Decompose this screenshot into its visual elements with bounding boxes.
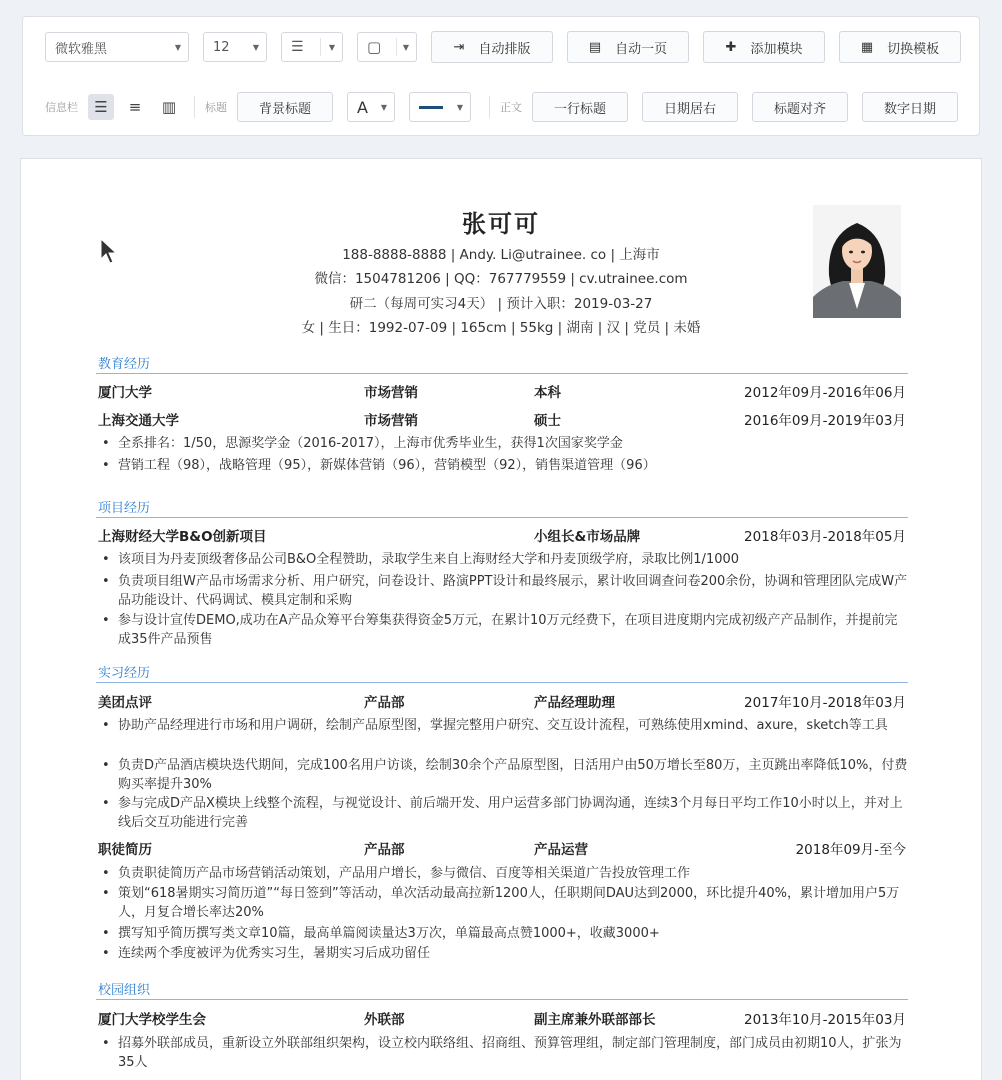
page-icon: ▢ — [367, 38, 382, 56]
section-divider — [96, 682, 908, 683]
bullet-item[interactable]: • 负责项目组W产品市场需求分析、用户研究，问卷设计、路演PPT设计和最终展示，累计收回调查问卷200余份，协调和管理团队完成W产品功能设计、代码调试、模具定制和采购 — [102, 572, 908, 610]
document-icon: ▤ — [588, 39, 602, 55]
section-title-internships[interactable]: 实习经历 — [98, 666, 151, 681]
section-divider — [96, 373, 908, 374]
bullet-item[interactable]: • 连续两个季度被评为优秀实习生，暑期实习后成功留任 — [102, 944, 908, 963]
switch-template-button[interactable] — [839, 31, 961, 63]
profile-photo[interactable] — [813, 205, 901, 318]
font-size-select[interactable] — [203, 32, 267, 62]
auto-layout-icon: ⇥ — [453, 39, 465, 55]
bullet-item[interactable]: • 负责D产品酒店模块迭代期间，完成100名用户访谈，绘制30余个产品原型图，日活用户由50万增长至80万，主页跳出率降低10%，付费购买率提升30% — [102, 756, 908, 794]
section-title-projects[interactable]: 项目经历 — [98, 501, 151, 516]
bullet-item[interactable]: • 该项目为丹麦顶级奢侈品公司B&O全程赞助，录取学生来自上海财经大学和丹麦顶级学府，录取比例1/1000 — [102, 550, 908, 569]
auto-one-page-label: 自动一页 — [615, 41, 668, 57]
bullet-item[interactable]: • 负责职徒简历产品市场营销活动策划，产品用户增长，参与微信、百度等相关渠道广告投放管理工作 — [102, 864, 908, 883]
chevron-down-icon: ▼ — [174, 42, 181, 52]
add-module-button[interactable] — [703, 31, 825, 63]
info-line-personal[interactable]: 女 | 生日：1992-07-09 | 165cm | 55kg | 湖南 | 汉 | 党员 | 未婚 — [301, 320, 701, 336]
entry-row[interactable]: 美团点评 产品部 产品经理助理 2017年10月-2018年03月 — [98, 695, 906, 711]
grid-icon: ▦ — [860, 39, 874, 55]
one-line-title-button[interactable] — [532, 92, 628, 122]
entry-row[interactable]: 上海交通大学 市场营销 硕士 2016年09月-2019年03月 — [98, 413, 906, 429]
align-photo-icon[interactable]: ▥ — [161, 98, 177, 116]
entry-row[interactable]: 职徒简历 产品部 产品运营 2018年09月-至今 — [98, 842, 906, 858]
bullet-item[interactable]: • 撰写知乎简历撰写类文章10篇，最高单篇阅读量达3万次，单篇最高点赞1000+，收藏3000+ — [102, 924, 908, 943]
line-spacing-icon: ☰ — [291, 39, 304, 55]
line-color-select[interactable] — [409, 92, 471, 122]
title-align-button[interactable] — [752, 92, 848, 122]
font-color-select[interactable] — [347, 92, 395, 122]
date-right-button[interactable] — [642, 92, 738, 122]
line-spacing-select[interactable] — [281, 32, 343, 62]
align-center-icon[interactable]: ≡ — [128, 98, 142, 116]
date-right-label: 日期居右 — [663, 101, 716, 117]
info-bar-label: 信息栏 — [45, 101, 78, 114]
chevron-down-icon: ▼ — [252, 42, 259, 52]
background-title-button[interactable] — [237, 92, 333, 122]
line-color-icon — [419, 106, 443, 109]
section-title-education[interactable]: 教育经历 — [98, 357, 151, 372]
entry-row[interactable]: 上海财经大学B&O创新项目 小组长&市场品牌 2018年03月-2018年05月 — [98, 529, 906, 545]
align-left-icon[interactable]: ☰ — [88, 94, 114, 120]
chevron-down-icon: ▼ — [380, 102, 387, 112]
title-label: 标题 — [205, 101, 227, 114]
info-line-contact[interactable]: 188-8888-8888 | Andy. Li@utrainee. co | 上海市 — [342, 247, 660, 263]
numeric-date-label: 数字日期 — [883, 101, 936, 117]
section-divider — [96, 999, 908, 1000]
bullet-item[interactable]: • 营销工程（98），战略管理（95），新媒体营销（96），营销模型（92），销售渠道管理（96） — [102, 456, 908, 475]
auto-layout-label: 自动排版 — [478, 41, 531, 57]
info-line-availability[interactable]: 研二（每周可实习4天） | 预计入职：2019-03-27 — [349, 296, 653, 312]
resume-name[interactable]: 张可可 — [462, 210, 540, 238]
bullet-item[interactable]: • 协助产品经理进行市场和用户调研，绘制产品原型图，掌握完整用户研究、交互设计流程，可熟练使用xmind、axure，sketch等工具 — [102, 716, 908, 735]
entry-row[interactable]: 厦门大学 市场营销 本科 2012年09月-2016年06月 — [98, 385, 906, 401]
font-size-value: 12 — [213, 39, 230, 55]
editor-toolbar — [22, 16, 980, 136]
auto-layout-button[interactable] — [431, 31, 553, 63]
add-module-label: 添加模块 — [750, 41, 803, 57]
font-family-select[interactable] — [45, 32, 189, 62]
chevron-down-icon: ▼ — [456, 102, 463, 112]
switch-template-label: 切换模板 — [887, 41, 940, 57]
page-style-select[interactable] — [357, 32, 417, 62]
chevron-down-icon: ▼ — [402, 42, 409, 52]
bullet-item[interactable]: • 策划“618暑期实习简历道”“每日签到”等活动，单次活动最高拉新1200人，任职期间DAU达到2000，环比提升40%，累计增加用户5万人，月复合增长率达20% — [102, 884, 908, 922]
section-divider — [96, 517, 908, 518]
section-title-campus[interactable]: 校园组织 — [98, 983, 151, 998]
auto-one-page-button[interactable] — [567, 31, 689, 63]
bullet-item[interactable]: • 参与完成D产品X模块上线整个流程，与视觉设计、前后端开发、用户运营多部门协调沟通，连续3个月每日平均工作10小时以上，并对上线后交互功能进行完善 — [102, 794, 908, 832]
background-title-label: 背景标题 — [258, 101, 311, 117]
plus-icon: ✚ — [725, 39, 737, 55]
entry-row[interactable]: 厦门大学校学生会 外联部 副主席兼外联部部长 2013年10月-2015年03月 — [98, 1012, 906, 1028]
bullet-item[interactable]: • 参与设计宣传DEMO,成功在A产品众筹平台筹集获得资金5万元，在累计10万元经费下，在项目进度期内完成初级产产品制作，并提前完成35件产品预售 — [102, 611, 908, 649]
numeric-date-button[interactable] — [862, 92, 958, 122]
toolbar-row-1 — [23, 31, 979, 63]
font-family-value: 微软雅黑 — [55, 41, 108, 57]
info-line-social[interactable]: 微信：1504781206 | QQ：767779559 | cv.utrainee.com — [314, 271, 688, 287]
title-align-label: 标题对齐 — [773, 101, 826, 117]
font-color-icon: A — [357, 97, 368, 117]
one-line-title-label: 一行标题 — [553, 101, 606, 117]
body-label: 正文 — [500, 101, 522, 114]
chevron-down-icon: ▼ — [328, 42, 335, 52]
bullet-item[interactable]: • 招募外联部成员，重新设立外联部组织架构，设立校内联络组、招商组、预算管理组，制定部门管理制度，部门成员由初期10人，扩张为35人 — [102, 1034, 908, 1074]
bullet-item[interactable]: • 全系排名：1/50，思源奖学金（2016-2017），上海市优秀毕业生，获得1次国家奖学金 — [102, 434, 908, 453]
toolbar-row-2 — [23, 91, 979, 123]
